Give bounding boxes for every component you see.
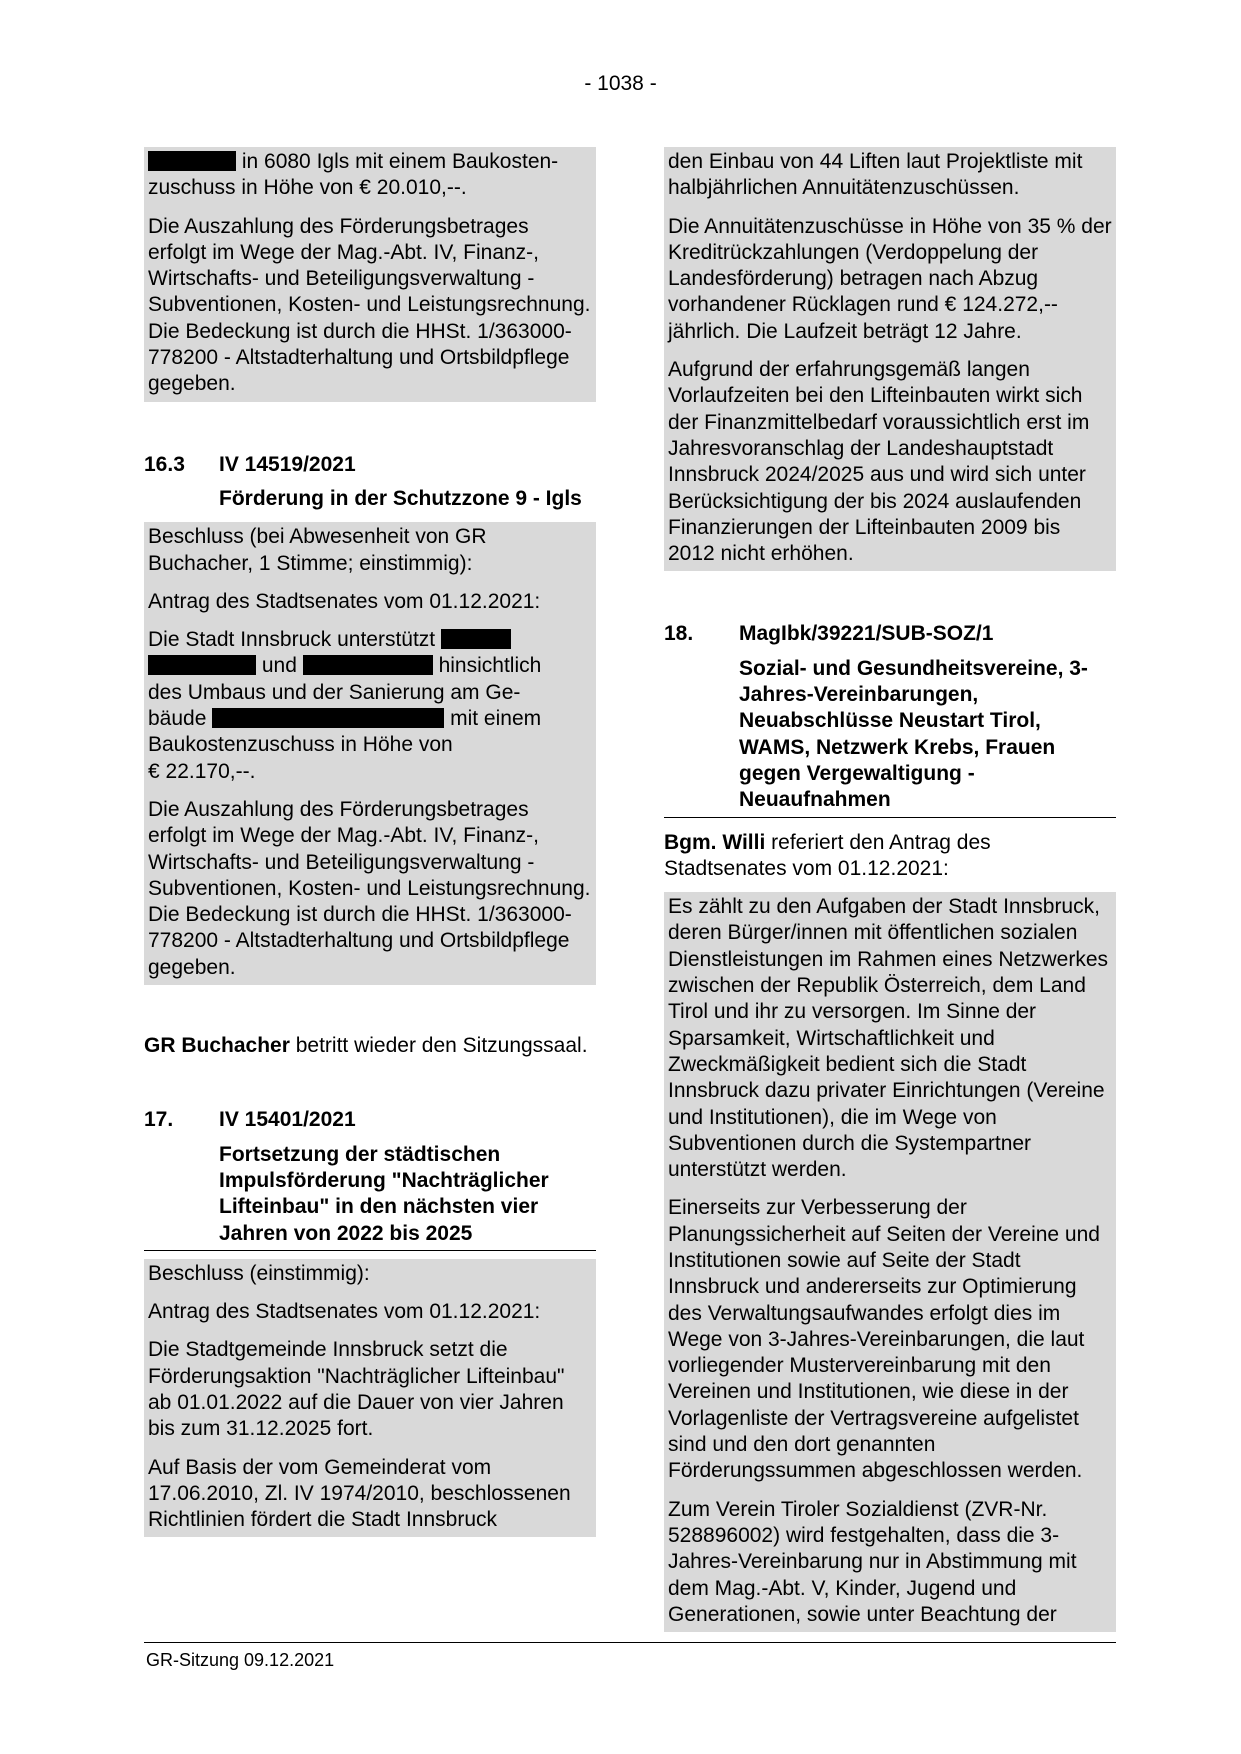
agenda-title: Sozial- und Gesundheitsvereine, 3-Jahres-Vereinbarungen, Neuabschlüsse Neustart Tirol, WAMS, Netzwerk Krebs, Frauen gegen Vergewaltigung - Neuaufnahmen	[739, 656, 1088, 812]
agenda-title-rule	[144, 1142, 596, 1251]
text: des Umbaus und der Sanierung am Ge-	[148, 680, 521, 704]
text: bäude	[148, 707, 207, 731]
agenda-title: Förderung in der Schutzzone 9 - Igls	[219, 486, 582, 510]
left-column	[144, 147, 596, 1537]
footer-text: GR-Sitzung 09.12.2021	[146, 1650, 335, 1670]
motion-text: Antrag des Stadtsenates vom 01.12.2021:	[148, 1300, 541, 1324]
shaded-block-17-continued	[664, 147, 1116, 571]
agenda-number: 16.3	[144, 452, 185, 476]
text: in 6080 Igls mit einem Baukosten-	[241, 150, 559, 173]
paragraph: Die Annuitätenzuschüsse in Höhe von 35 % der Kreditrückzahlungen (Verdoppelung der Landesförderung) betragen nach Abzug vorhandener Rücklagen rund € 124.272,-- jährlich. Die Laufzeit beträgt 12 Jahre.	[668, 214, 1112, 343]
text: referiert den Antrag des Stadtsenates vom 01.12.2021:	[664, 830, 991, 880]
paragraph: Die Stadtgemeinde Innsbruck setzt die Förderungsaktion "Nachträglicher Lifteinbau" ab 01.01.2022 auf die Dauer von vier Jahren bis zum 31.12.2025 fort.	[148, 1338, 565, 1441]
motion-text: Antrag des Stadtsenates vom 01.12.2021:	[148, 589, 541, 613]
text: hinsichtlich	[438, 654, 542, 678]
agenda-code: IV 15401/2021	[219, 1108, 356, 1132]
redaction-bar	[441, 629, 511, 649]
page-number: - 1038 -	[584, 72, 657, 95]
text: € 22.170,--.	[148, 759, 256, 783]
shaded-block-16-3	[144, 522, 596, 985]
shaded-block-18	[664, 892, 1116, 1632]
paragraph: Zum Verein Tiroler Sozialdienst (ZVR-Nr. 528896002) wird festgehalten, dass die 3-Jahres-Vereinbarung nur in Abstimmung mit dem Mag.-Abt. V, Kinder, Jugend und Generationen, sowie unter Beachtung der	[668, 1497, 1077, 1626]
text: Baukostenzuschuss in Höhe von	[148, 733, 453, 757]
attendance-note	[144, 1033, 596, 1059]
shaded-block-17	[144, 1259, 596, 1538]
text: und	[261, 654, 297, 678]
paragraph: den Einbau von 44 Liften laut Projektliste mit halbjährlichen Annuitätenzuschüssen.	[668, 150, 1083, 200]
paragraph: Aufgrund der erfahrungsgemäß langen Vorlaufzeiten bei den Lifteinbauten wirkt sich der Finanzmittelbedarf voraussichtlich erst im Jahresvoranschlag der Landeshauptstadt Innsbruck 2024/2025 aus und wird sich unter Berücksichtigung der bis 2024 auslaufenden Finanzierungen der Lifteinbauten 2009 bis 2012 nicht erhöhen.	[668, 358, 1090, 566]
support-paragraph	[148, 627, 592, 785]
payment-paragraph: Die Auszahlung des Förderungsbetrages erfolgt im Wege der Mag.-Abt. IV, Finanz-, Wirtschafts- und Beteiligungsverwaltung - Subventionen, Kosten- und Leistungsrechnung. Die Bedeckung ist durch die HHSt. 1/363000-778200 - Altstadterhaltung und Ortsbildpflege gegeben.	[148, 797, 591, 979]
footer-rule	[144, 1642, 1116, 1643]
right-column	[664, 147, 1116, 1632]
paragraph	[148, 149, 592, 202]
redaction-bar	[212, 708, 444, 728]
paragraph: Einerseits zur Verbesserung der Planungssicherheit auf Seiten der Vereine und Institutionen sowie auf Seite der Stadt Innsbruck und andererseits zur Optimierung des Verwaltungsaufwandes erfolgt dies im Wege von 3-Jahres-Vereinbarungen, die laut vorliegender Mustervereinbarung mit den Vereinen und Institutionen, wie diese in der Vorlagenliste der Vertragsvereine aufgelistet sind und den dort genannten Förderungssummen abgeschlossen werden.	[668, 1196, 1100, 1483]
agenda-heading	[664, 621, 1116, 647]
agenda-title: Fortsetzung der städtischen Impulsförderung "Nachträglicher Lifteinbau" in den nächsten vier Jahren von 2022 bis 2025	[219, 1142, 549, 1245]
speaker-note	[664, 830, 1116, 883]
paragraph: Es zählt zu den Aufgaben der Stadt Innsbruck, deren Bürger/innen mit öffentlichen sozialen Dienstleistungen im Rahmen eines Netzwerkes zwischen der Republik Österreich, dem Land Tirol und ihr zu versorgen. Im Sinne der Sparsamkeit, Wirtschaftlichkeit und Zweckmäßigkeit bedient sich die Stadt Innsbruck dazu privater Einrichtungen (Vereine und Institutionen), die im Wege von Subventionen durch die Systempartner unterstützt werden.	[668, 895, 1109, 1182]
redaction-bar	[148, 655, 256, 675]
shaded-block-16-2-end	[144, 147, 596, 402]
agenda-code: IV 14519/2021	[219, 452, 356, 476]
agenda-heading	[144, 1107, 596, 1133]
councillor-name: GR Buchacher	[144, 1034, 290, 1058]
agenda-number: 17.	[144, 1108, 174, 1132]
text: zuschuss in Höhe von € 20.010,--.	[148, 176, 467, 200]
speaker-name: Bgm. Willi	[664, 830, 766, 854]
agenda-heading	[144, 452, 596, 478]
text: mit einem	[450, 707, 542, 731]
decision-text: Beschluss (einstimmig):	[148, 1261, 370, 1285]
decision-text: Beschluss (bei Abwesenheit von GR Buchacher, 1 Stimme; einstimmig):	[148, 525, 487, 575]
paragraph: Auf Basis der vom Gemeinderat vom 17.06.2010, Zl. IV 1974/2010, beschlossenen Richtlinien fördert die Stadt Innsbruck	[148, 1455, 571, 1532]
redaction-bar	[148, 151, 236, 171]
text: betritt wieder den Sitzungssaal.	[295, 1034, 588, 1058]
text: Die Stadt Innsbruck unterstützt	[148, 628, 436, 652]
paragraph: Die Auszahlung des Förderungsbetrages erfolgt im Wege der Mag.-Abt. IV, Finanz-, Wirtschafts- und Beteiligungsverwaltung - Subventionen, Kosten- und Leistungsrechnung. Die Bedeckung ist durch die HHSt. 1/363000-778200 - Altstadterhaltung und Ortsbildpflege gegeben.	[148, 214, 591, 396]
agenda-title-rule	[664, 656, 1116, 818]
agenda-code: MagIbk/39221/SUB-SOZ/1	[739, 622, 994, 646]
redaction-bar	[303, 655, 433, 675]
agenda-number: 18.	[664, 622, 694, 646]
